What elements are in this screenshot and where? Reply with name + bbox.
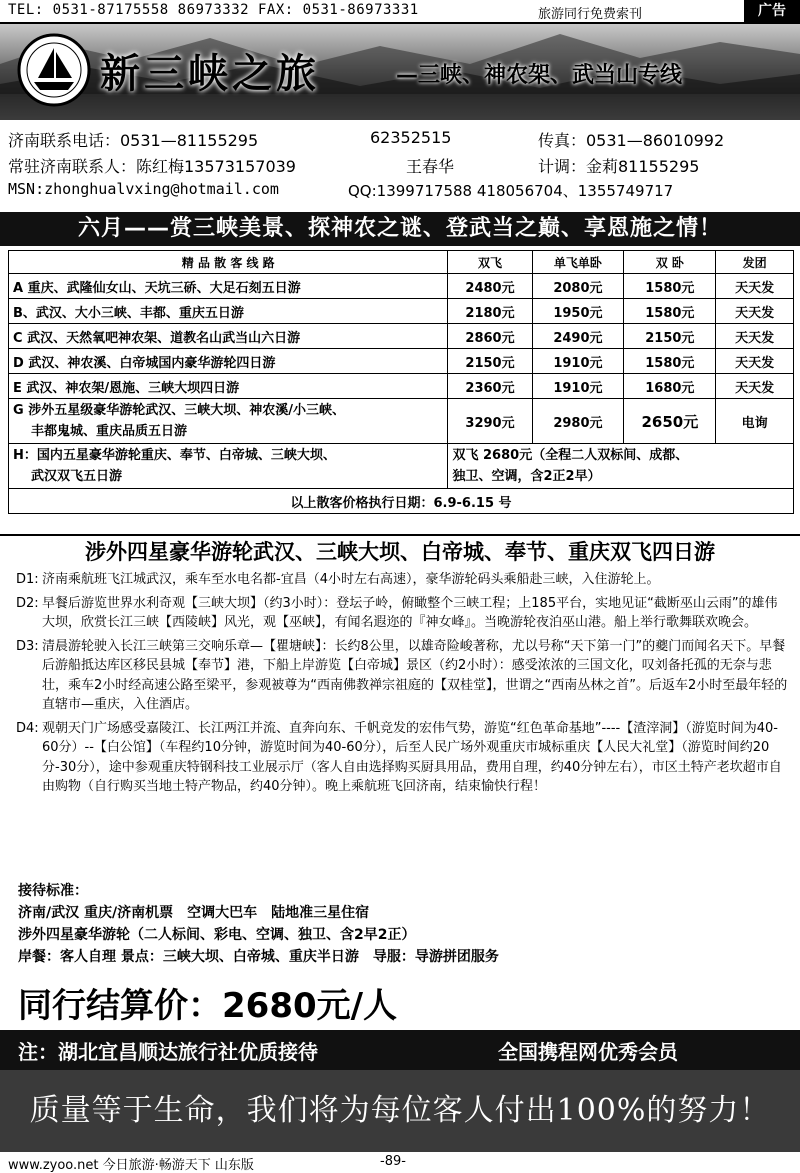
fax: 传真：0531—86010992 (538, 131, 725, 150)
hero-banner (0, 24, 800, 120)
standards-heading: 接待标准： (18, 883, 88, 899)
price-single-flight: 1910元 (532, 349, 624, 374)
featured-route-title: 涉外四星豪华游轮武汉、三峡大坝、白帝城、奉节、重庆双飞四日游 (0, 534, 800, 568)
ad-badge: 广告 (744, 0, 800, 22)
route-name (9, 399, 448, 444)
departure: 天天发 (716, 299, 794, 324)
price-double-flight: 2480元 (448, 274, 532, 299)
jinan-phone: 济南联系电话：0531—81155295 (8, 131, 259, 150)
route-name: B、武汉、大小三峡、丰都、重庆五日游 (9, 299, 448, 324)
page-title: 新三峡之旅 (100, 50, 320, 97)
col-single-flight: 单飞单卧 (532, 251, 624, 274)
price-double-flight: 2180元 (448, 299, 532, 324)
route-name: D 武汉、神农溪、白帝城国内豪华游轮四日游 (9, 349, 448, 374)
day-text: 济南乘航班飞江城武汉，乘车至水电名都-宜昌（4小时左右高速），豪华游轮码头乘船赴三峡，入住游轮上。 (42, 572, 660, 587)
table-row (9, 299, 794, 324)
day-label: D2: (16, 595, 39, 611)
col-double-sleeper: 双 卧 (624, 251, 716, 274)
agency-note: 注：湖北宜昌顺达旅行社优质接待 (18, 1040, 318, 1064)
standards-line: 涉外四星豪华游轮（二人标间、彩电、空调、独卫、含2早2正） (18, 927, 416, 943)
price-double-sleeper: 1580元 (624, 299, 716, 324)
col-route: 精 品 散 客 线 路 (9, 251, 448, 274)
price-double-sleeper: 1580元 (624, 274, 716, 299)
itinerary-day (16, 637, 788, 715)
price-single-flight: 2490元 (532, 324, 624, 349)
departure: 天天发 (716, 274, 794, 299)
catalog-label: 旅游同行免费索刊 (538, 7, 643, 22)
site-label: www.zyoo.net 今日旅游·畅游天下 山东版 (8, 1158, 254, 1173)
itinerary-day (16, 719, 788, 797)
table-row (9, 324, 794, 349)
route-name-line2: 丰都鬼城、重庆品质五日游 (31, 424, 188, 439)
price-double-flight: 2860元 (448, 324, 532, 349)
ship-logo-icon (16, 32, 92, 108)
table-header (9, 251, 794, 274)
day-text: 观朝天门广场感受嘉陵江、长江两江并流、直奔向东、千帆竞发的宏伟气势，游览“红色革命基地”----【渣滓洞】（游览时间为40-60分）--【白公馆】（车程约10分钟，游览时间为40-60分），后至人民广场外观重庆市城标重庆【人民大礼堂】（游览时间约20分-30分），途中参观重庆特钢科技工业展示厅（客人自由选择购买厨具用品，费用自理，约40分钟左右），市区土特产老坎超市自由购物（自行购买当地土特产物品，约40分钟）。晚上乘航班飞回济南，结束愉快行程！ (42, 720, 782, 794)
qq: QQ:1399717588 418056704、1355749717 (348, 182, 674, 200)
table-row (9, 399, 794, 444)
page-subtitle: —三峡、神农架、武当山专线 (396, 63, 683, 88)
price-single-flight: 1910元 (532, 374, 624, 399)
price-double-flight: 2360元 (448, 374, 532, 399)
route-name-line2: 武汉双飞五日游 (31, 469, 123, 484)
route-h-desc (448, 444, 794, 489)
price-double-sleeper: 1680元 (624, 374, 716, 399)
member-badge: 全国携程网优秀会员 (498, 1040, 678, 1064)
itinerary-day (16, 570, 788, 590)
page-footer (0, 1152, 800, 1172)
price-double-sleeper: 1580元 (624, 349, 716, 374)
departure: 天天发 (716, 349, 794, 374)
route-h-desc-line1: 双飞 2680元（全程二人双标间、成都、 (452, 448, 689, 463)
route-name (9, 444, 448, 489)
itinerary (16, 570, 788, 801)
route-name: C 武汉、天然氧吧神农架、道教名山武当山六日游 (9, 324, 448, 349)
route-table (8, 250, 794, 514)
price-single-flight: 1950元 (532, 299, 624, 324)
departure: 电询 (716, 399, 794, 444)
service-standards (18, 880, 788, 968)
route-name: A 重庆、武隆仙女山、天坑三硚、大足石刻五日游 (9, 274, 448, 299)
price-double-flight: 3290元 (448, 399, 532, 444)
price-single-flight: 2980元 (532, 399, 624, 444)
price-date-text: 以上散客价格执行日期：6.9-6.15 号 (9, 489, 794, 514)
day-text: 清晨游轮驶入长江三峡第三交响乐章—【瞿塘峡】：长约8公里，以雄奇险峻著称，尤以号称“天下第一门”的夔门而闻名天下。早餐后游船抵达库区移民县城【奉节】港，下船上岸游览【白帝城】景区（约2小时）：感受浓浓的三国文化，叹刘备托孤的无奈与悲壮，乘车2小时经高速公路至梁平，参观被尊为“西南佛教禅宗祖庭的【双桂堂】，世谓之“西南丛林之首”。后返车2小时至最年轻的直辖市—重庆，入住酒店。 (42, 638, 788, 712)
price-single-flight: 2080元 (532, 274, 624, 299)
itinerary-day (16, 594, 788, 633)
day-text: 早餐后游览世界水利奇观【三峡大坝】（约3小时）：登坛子岭，俯瞰整个三峡工程；上185平台，实地见证“截断巫山云雨”的雄伟大坝，欣赏长江三峡【西陵峡】风光，观【巫峡】，有闻名遐迩的『神女峰』。当晚游轮夜泊巫山港。船上举行歌舞联欢晚会。 (42, 595, 778, 630)
table-row (9, 444, 794, 489)
contact-person: 常驻济南联系人：陈红梅13573157039 (8, 157, 296, 176)
contact-person-2: 王春华 (406, 157, 455, 176)
planner: 计调：金莉81155295 (538, 157, 700, 176)
departure: 天天发 (716, 374, 794, 399)
top-bar (0, 0, 800, 24)
route-name-line1: H：国内五星豪华游轮重庆、奉节、白帝城、三峡大坝、 (13, 448, 336, 463)
route-name-line1: G 涉外五星级豪华游轮武汉、三峡大坝、神农溪/小三峡、 (13, 403, 345, 418)
settlement-price: 同行结算价：2680元/人 (18, 986, 398, 1026)
footer-band (0, 1030, 800, 1070)
col-double-flight: 双飞 (448, 251, 532, 274)
msn: MSN:zhonghualvxing@hotmail.com (8, 180, 279, 198)
contact-info (8, 124, 798, 210)
price-double-sleeper: 2650元 (624, 399, 716, 444)
day-label: D4: (16, 720, 39, 736)
departure: 天天发 (716, 324, 794, 349)
motto-banner: 质量等于生命，我们将为每位客人付出100%的努力！ (0, 1070, 800, 1152)
route-h-desc-line2: 独卫、空调，含2正2早） (452, 469, 601, 484)
day-label: D1: (16, 572, 39, 587)
standards-line: 济南/武汉 重庆/济南机票 空调大巴车 陆地准三星住宿 (18, 905, 370, 921)
table-row (9, 349, 794, 374)
jinan-phone-2: 62352515 (370, 128, 452, 147)
standards-line: 岸餐：客人自理 景点：三峡大坝、白帝城、重庆半日游 导服：导游拼团服务 (18, 949, 499, 965)
page-number: -89- (380, 1154, 406, 1169)
route-name: E 武汉、神农架/恩施、三峡大坝四日游 (9, 374, 448, 399)
table-row (9, 274, 794, 299)
col-departure: 发团 (716, 251, 794, 274)
table-row (9, 374, 794, 399)
price-double-flight: 2150元 (448, 349, 532, 374)
price-date-note (9, 489, 794, 514)
june-slogan: 六月——赏三峡美景、探神农之谜、登武当之巅、享恩施之情！ (0, 212, 800, 246)
price-double-sleeper: 2150元 (624, 324, 716, 349)
day-label: D3: (16, 638, 39, 654)
top-contact: TEL: 0531-87175558 86973332 FAX: 0531-86973331 (8, 2, 419, 18)
